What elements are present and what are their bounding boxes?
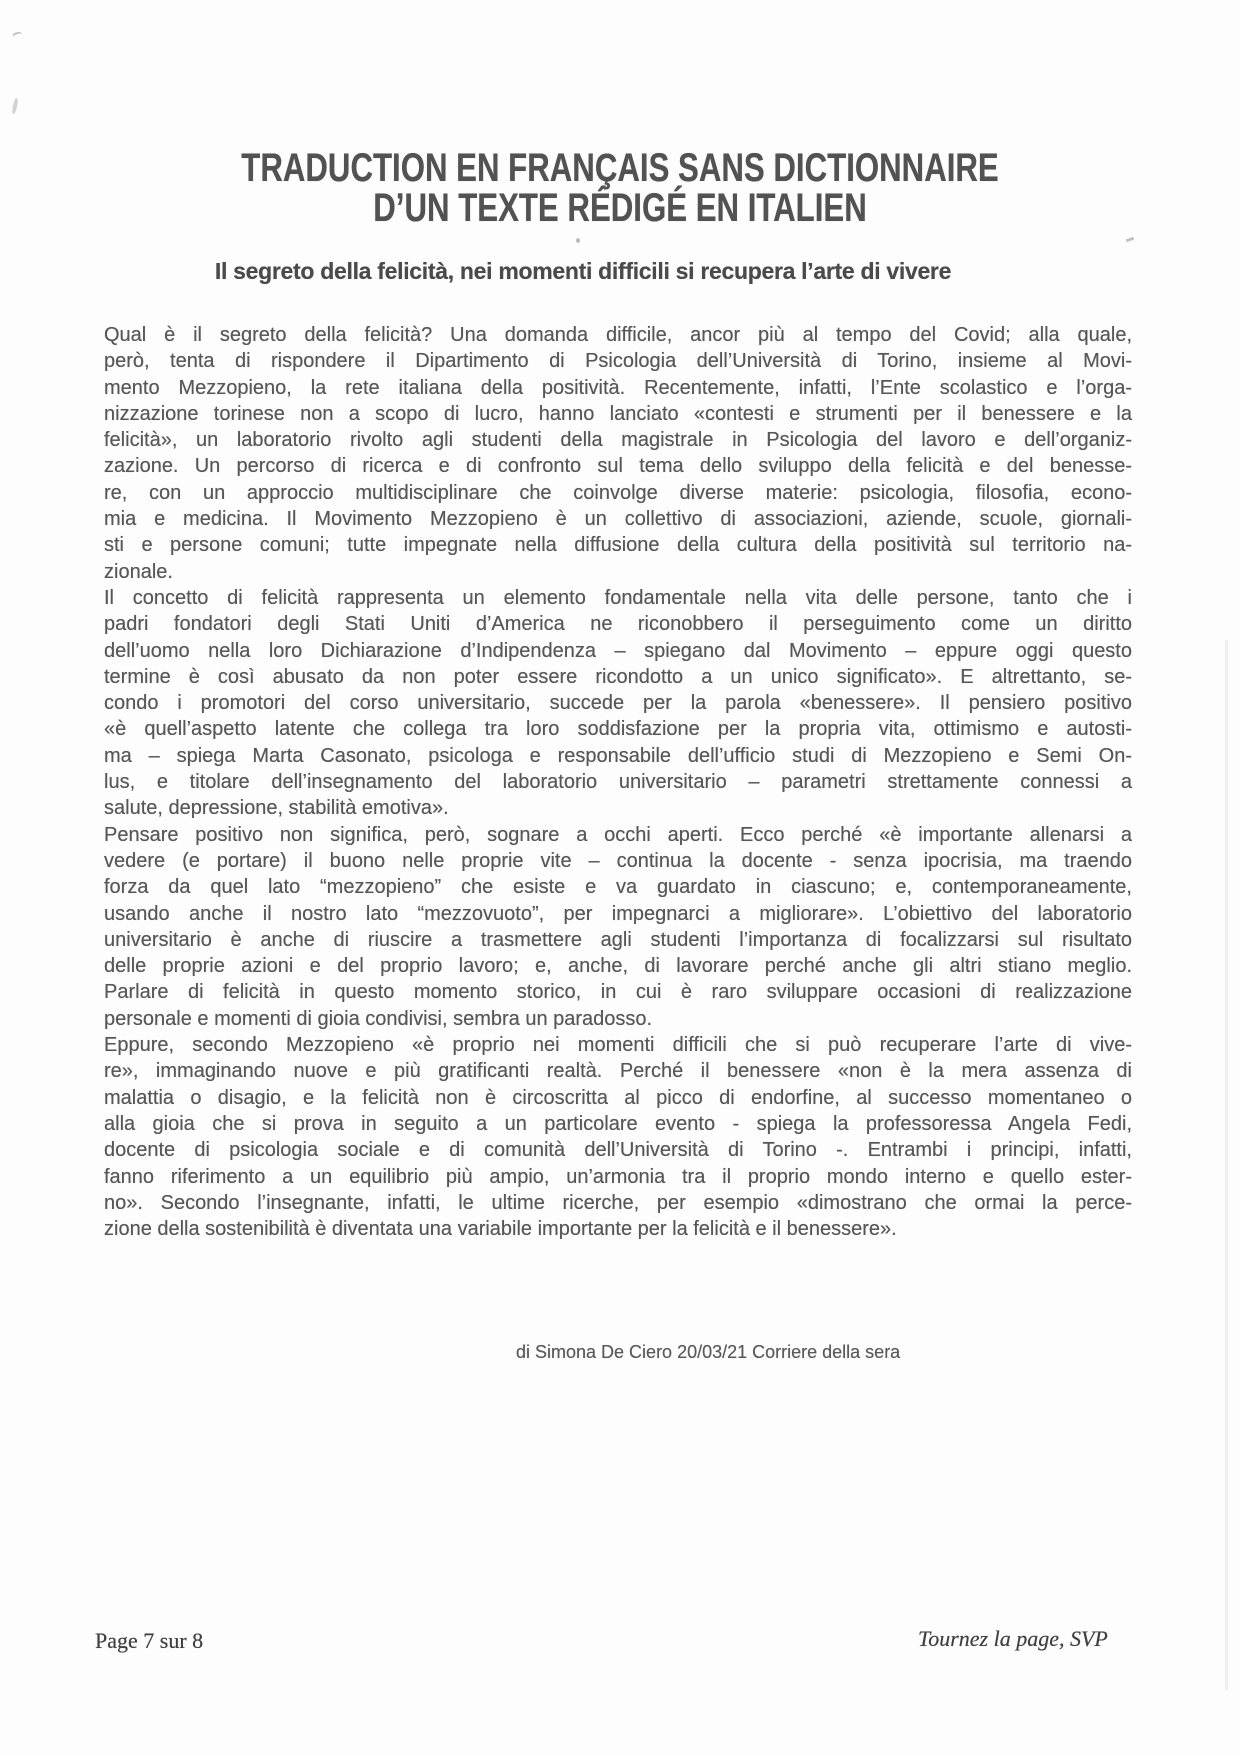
text-line: fanno riferimento a un equilibrio più ampio, un’armonia tra il proprio mondo interno e quello ester-	[104, 1165, 1132, 1188]
text-line: zionale.	[104, 560, 173, 583]
text-line: usando anche il nostro lato “mezzovuoto”, per impegnarci a migliorare». L’obiettivo del laboratorio	[104, 902, 1132, 925]
text-line: dell’uomo nella loro Dichiarazione d’Indipendenza – spiegano dal Movimento – eppure oggi questo	[104, 639, 1132, 662]
text-line: salute, depressione, stabilità emotiva».	[104, 797, 449, 820]
text-line: termine è così abusato da non poter essere ricondotto a un unico significato». E altrettanto, se-	[104, 665, 1132, 688]
text-line: zazione. Un percorso di ricerca e di confronto sul tema dello sviluppo della felicità e del benesse-	[104, 455, 1132, 478]
text-line: personale e momenti di gioia condivisi, sembra un paradosso.	[104, 1007, 653, 1030]
text-line: mia e medicina. Il Movimento Mezzopieno è un collettivo di associazioni, aziende, scuole, giornali-	[104, 508, 1132, 531]
text-line: forza da quel lato “mezzopieno” che esiste e va guardato in ciascuno; e, contemporaneamente,	[104, 876, 1132, 899]
text-line: universitario è anche di riuscire a trasmettere agli studenti l’importanza di focalizzarsi sul risultato	[104, 928, 1132, 951]
text-line: sti e persone comuni; tutte impegnate nella diffusione della cultura della positività sul territorio na-	[104, 534, 1132, 557]
page-number: Page 7 sur 8	[95, 1628, 204, 1653]
scan-artifact	[1126, 237, 1135, 243]
text-line: malattia o disagio, e la felicità non è circoscritta al picco di endorfine, al successo momentaneo o	[104, 1086, 1132, 1109]
text-line: mento Mezzopieno, la rete italiana della positività. Recentemente, infatti, l’Ente scolastico e l’orga-	[104, 376, 1132, 399]
text-line: delle proprie azioni e del proprio lavoro; e, anche, di lavorare perché anche gli altri stiano meglio.	[104, 955, 1132, 978]
text-line: alla gioia che si prova in seguito a un particolare evento - spiega la professoressa Angela Fedi,	[104, 1112, 1132, 1135]
text-line: Parlare di felicità in questo momento storico, in cui è raro sviluppare occasioni di realizzazione	[104, 981, 1132, 1004]
scan-artifact	[12, 31, 25, 45]
text-line: re, con un approccio multidisciplinare che coinvolge diverse materie: psicologia, filosofia, econo-	[104, 481, 1132, 504]
page-title	[0, 148, 1240, 228]
article-subtitle: Il segreto della felicità, nei momenti difficili si recupera l’arte di vivere	[214, 258, 952, 284]
scan-artifact	[1225, 640, 1228, 1690]
title-line-2: D’UN TEXTE RÉDIGÉ EN ITALIEN	[373, 186, 867, 230]
turn-page-note: Tournez la page, SVP	[918, 1626, 1108, 1651]
text-line: ma – spiega Marta Casonato, psicologa e responsabile dell’ufficio studi di Mezzopieno e Semi On-	[104, 744, 1132, 767]
text-line: però, tenta di rispondere il Dipartimento di Psicologia dell’Università di Torino, insieme al Movi-	[104, 350, 1132, 373]
title-line-1: TRADUCTION EN FRANÇAIS SANS DICTIONNAIRE	[241, 146, 999, 190]
article-body	[104, 322, 1132, 1242]
text-line: Pensare positivo non significa, però, sognare a occhi aperti. Ecco perché «è importante allenarsi a	[104, 823, 1132, 846]
text-line: no». Secondo l’insegnante, infatti, le ultime ricerche, per esempio «dimostrano che ormai la perce-	[104, 1191, 1132, 1214]
text-line: docente di psicologia sociale e di comunità dell’Università di Torino -. Entrambi i principi, infatti,	[104, 1139, 1132, 1162]
text-line: re», immaginando nuove e più gratificanti realtà. Perché il benessere «non è la mera assenza di	[104, 1060, 1132, 1083]
text-line: vedere (e portare) il buono nelle proprie vite – continua la docente - senza ipocrisia, ma traendo	[104, 849, 1132, 872]
text-line: padri fondatori degli Stati Uniti d’America ne riconobbero il perseguimento come un diritto	[104, 613, 1132, 636]
scan-artifact	[576, 238, 580, 243]
text-line: Eppure, secondo Mezzopieno «è proprio nei momenti difficili che si può recuperare l’arte di vive-	[104, 1034, 1132, 1057]
text-line: nizzazione torinese non a scopo di lucro, hanno lanciato «contesti e strumenti per il benessere e la	[104, 402, 1132, 425]
text-line: felicità», un laboratorio rivolto agli studenti della magistrale in Psicologia del lavoro e dell’organiz-	[104, 429, 1132, 452]
text-line: lus, e titolare dell’insegnamento del laboratorio universitario – parametri strettamente connessi a	[104, 771, 1132, 794]
text-line: condo i promotori del corso universitario, succede per la parola «benessere». Il pensiero positivo	[104, 692, 1132, 715]
scan-artifact	[11, 98, 18, 114]
text-line: zione della sostenibilità è diventata una variabile importante per la felicità e il benessere».	[104, 1218, 897, 1241]
text-line: Qual è il segreto della felicità? Una domanda difficile, ancor più al tempo del Covid; alla quale,	[104, 324, 1132, 346]
text-line: Il concetto di felicità rappresenta un elemento fondamentale nella vita delle persone, tanto che i	[104, 586, 1132, 609]
attribution-line: di Simona De Ciero 20/03/21 Corriere della sera	[516, 1342, 901, 1362]
text-line: «è quell’aspetto latente che collega tra loro soddisfazione per la propria vita, ottimismo e autosti-	[104, 718, 1132, 741]
